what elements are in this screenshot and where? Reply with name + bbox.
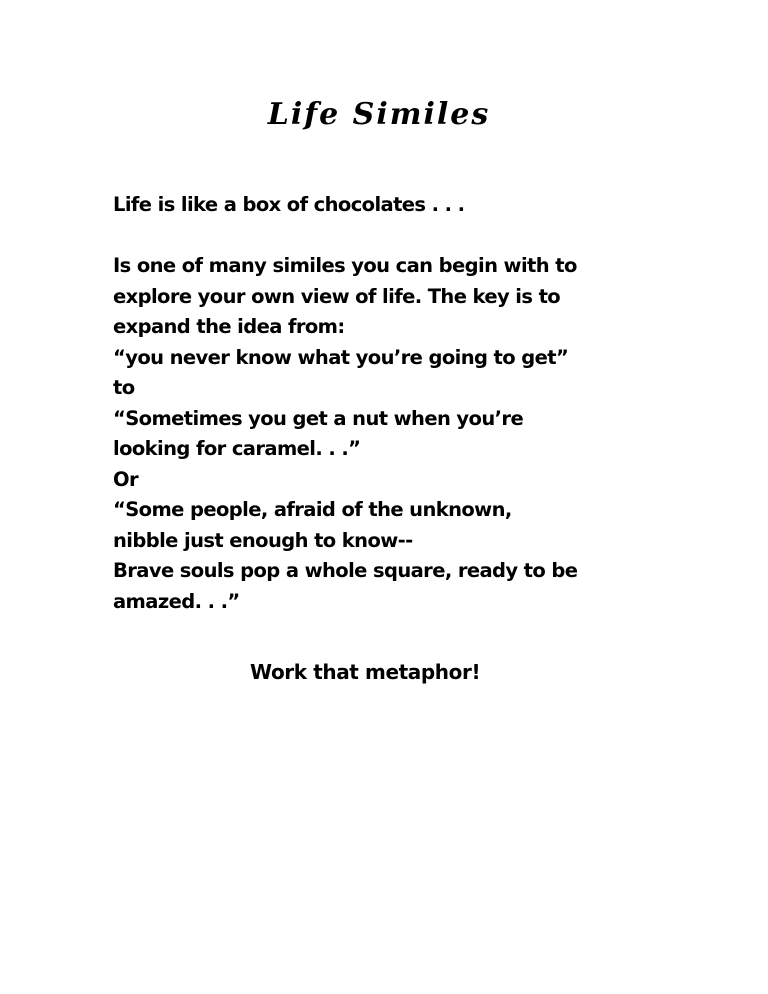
text-line: nibble just enough to know-- bbox=[113, 528, 413, 552]
text-line: amazed. . .” bbox=[113, 589, 240, 613]
body-text bbox=[113, 190, 673, 617]
text-line: to bbox=[113, 376, 135, 399]
text-line: Brave souls pop a whole square, ready to be bbox=[113, 559, 578, 582]
page-title: Life Similes bbox=[267, 97, 491, 132]
text-line: looking for caramel. . .” bbox=[113, 437, 361, 460]
text-line: Is one of many similes you can begin with to bbox=[113, 254, 577, 277]
paragraph-spacer bbox=[113, 221, 673, 252]
closing-line: Work that metaphor! bbox=[250, 660, 481, 684]
text-line: “you never know what you’re going to get” bbox=[113, 345, 569, 369]
text-line: “Some people, afraid of the unknown, bbox=[113, 498, 512, 521]
text-line: “Sometimes you get a nut when you’re bbox=[113, 406, 524, 430]
text-line: Or bbox=[113, 467, 138, 491]
opening-line: Life is like a box of chocolates . . . bbox=[113, 193, 465, 216]
text-line: expand the idea from: bbox=[113, 315, 345, 338]
text-line: explore your own view of life. The key is to bbox=[113, 284, 561, 308]
